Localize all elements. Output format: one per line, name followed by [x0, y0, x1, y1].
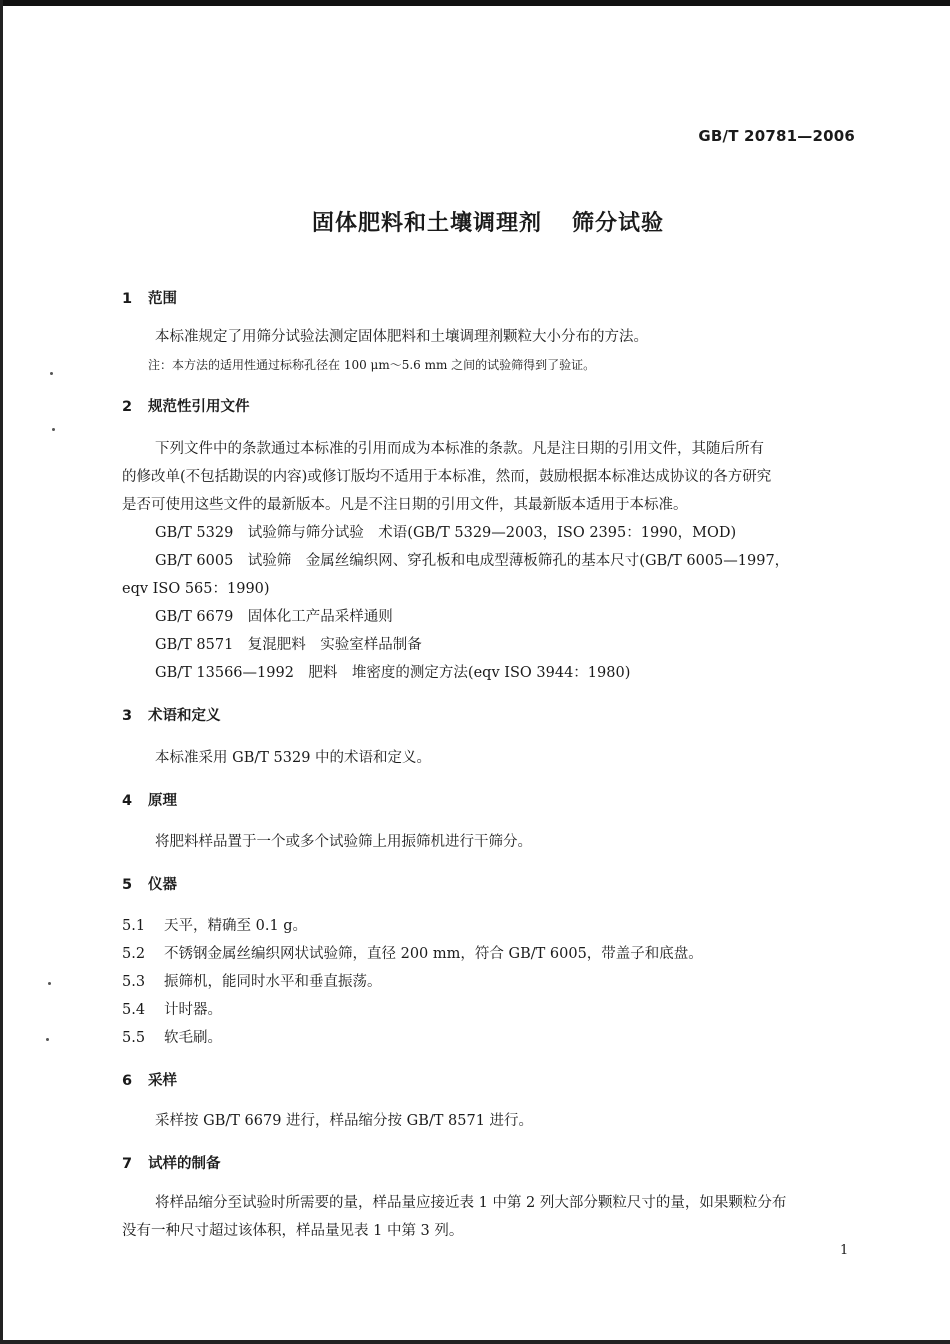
standard-number: GB/T 20781—2006	[698, 127, 855, 145]
apparatus-item: 5.5 软毛刷。	[122, 1030, 222, 1046]
reference-item: GB/T 6005 试验筛 金属丝编织网、穿孔板和电成型薄板筛孔的基本尺寸(GB/T 6005—1997，	[155, 553, 790, 569]
title-main: 固体肥料和土壤调理剂	[311, 211, 542, 236]
section-heading-3: 3 术语和定义	[122, 708, 221, 724]
section-heading-2: 2 规范性引用文件	[122, 399, 250, 415]
section-heading-7: 7 试样的制备	[122, 1156, 221, 1172]
section-3-text: 本标准采用 GB/T 5329 中的术语和定义。	[155, 750, 432, 766]
section-1-note: 注：本方法的适用性通过标称孔径在 100 μm～5.6 mm 之间的试验筛得到了验证。	[148, 358, 596, 372]
reference-item-continued: eqv ISO 565：1990)	[122, 581, 270, 597]
section-heading-5: 5 仪器	[122, 877, 177, 893]
scan-edge-top	[0, 0, 950, 6]
section-7-line: 将样品缩分至试验时所需要的量，样品量应接近表 1 中第 2 列大部分颗粒尺寸的量，如果颗粒分布	[155, 1195, 787, 1211]
apparatus-item: 5.4 计时器。	[122, 1002, 222, 1018]
section-heading-4: 4 原理	[122, 793, 177, 809]
scan-speck	[50, 372, 53, 375]
section-4-text: 将肥料样品置于一个或多个试验筛上用振筛机进行干筛分。	[155, 834, 532, 850]
section-7-line: 没有一种尺寸超过该体积，样品量见表 1 中第 3 列。	[122, 1223, 464, 1239]
scan-edge-bottom	[0, 1340, 950, 1344]
scan-speck	[48, 982, 51, 985]
reference-item: GB/T 6679 固体化工产品采样通则	[155, 609, 393, 625]
section-2-intro-line: 的修改单(不包括勘误的内容)或修订版均不适用于本标准，然而，鼓励根据本标准达成协议的各方研究	[122, 469, 772, 485]
section-2-intro-line: 是否可使用这些文件的最新版本。凡是不注日期的引用文件，其最新版本适用于本标准。	[122, 497, 688, 513]
scan-speck	[52, 428, 55, 431]
apparatus-item: 5.3 振筛机，能同时水平和垂直振荡。	[122, 974, 382, 990]
section-6-text: 采样按 GB/T 6679 进行，样品缩分按 GB/T 8571 进行。	[155, 1113, 534, 1129]
reference-item: GB/T 5329 试验筛与筛分试验 术语(GB/T 5329—2003，ISO 2395：1990，MOD)	[155, 525, 737, 541]
section-1-text: 本标准规定了用筛分试验法测定固体肥料和土壤调理剂颗粒大小分布的方法。	[155, 329, 648, 345]
page-number: 1	[840, 1243, 849, 1258]
apparatus-item: 5.1 天平，精确至 0.1 g。	[122, 918, 308, 934]
section-2-intro-line: 下列文件中的条款通过本标准的引用而成为本标准的条款。凡是注日期的引用文件，其随后所有	[155, 441, 764, 457]
section-heading-6: 6 采样	[122, 1073, 177, 1089]
reference-item: GB/T 13566—1992 肥料 堆密度的测定方法(eqv ISO 3944：1980)	[155, 665, 631, 681]
scan-edge-left	[0, 0, 3, 1344]
document-title	[0, 206, 950, 237]
scan-speck	[46, 1038, 49, 1041]
section-heading-1: 1 范围	[122, 291, 177, 307]
reference-item: GB/T 8571 复混肥料 实验室样品制备	[155, 637, 422, 653]
apparatus-item: 5.2 不锈钢金属丝编织网状试验筛，直径 200 mm，符合 GB/T 6005，带盖子和底盘。	[122, 946, 703, 962]
title-sub: 筛分试验	[572, 211, 665, 236]
